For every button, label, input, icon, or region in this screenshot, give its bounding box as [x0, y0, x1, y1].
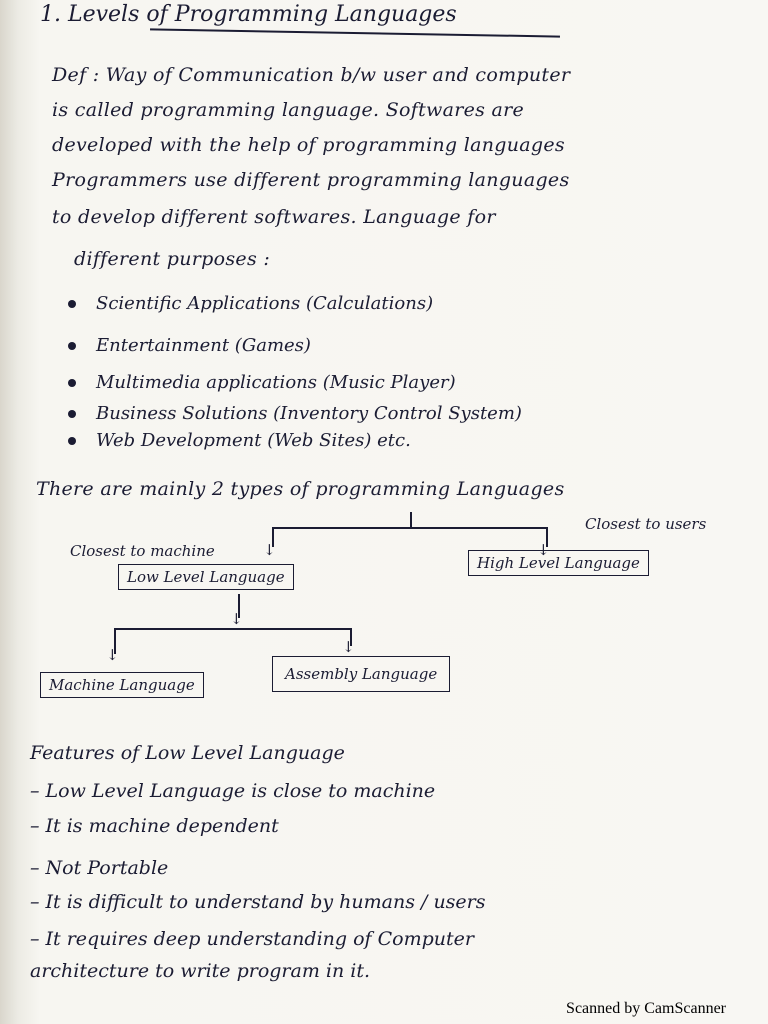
- feature-item: – It requires deep understanding of Computer: [30, 928, 474, 950]
- arrow-down-icon: ↓: [537, 541, 550, 559]
- tree-connector: [114, 628, 352, 630]
- purpose-item: Entertainment (Games): [68, 335, 311, 356]
- purpose-item: Scientific Applications (Calculations): [68, 293, 433, 314]
- feature-item-continuation: architecture to write program in it.: [30, 960, 370, 982]
- definition-line-4: Programmers use different programming languages: [52, 169, 570, 191]
- bullet-icon: [68, 300, 76, 308]
- feature-item: – It is machine dependent: [30, 815, 279, 837]
- purpose-item: Business Solutions (Inventory Control System): [68, 403, 522, 424]
- features-heading: Features of Low Level Language: [30, 742, 345, 764]
- arrow-down-icon: ↓: [106, 646, 119, 664]
- high-level-language-box: High Level Language: [468, 550, 649, 576]
- arrow-down-icon: ↓: [263, 541, 276, 559]
- closest-machine-label: Closest to machine: [70, 542, 215, 560]
- definition-line-3: developed with the help of programming languages: [52, 134, 565, 156]
- machine-language-box: Machine Language: [40, 672, 204, 698]
- feature-item: – Low Level Language is close to machine: [30, 780, 436, 802]
- tree-connector: [410, 512, 412, 528]
- definition-line-1: Def : Way of Communication b/w user and computer: [52, 64, 571, 86]
- scanner-watermark: Scanned by CamScanner: [566, 1000, 726, 1017]
- definition-line-2: is called programming language. Softwares are: [52, 99, 525, 121]
- purpose-item: Web Development (Web Sites) etc.: [68, 430, 411, 451]
- assembly-language-box: Assembly Language: [272, 656, 450, 692]
- closest-users-label: Closest to users: [585, 515, 707, 533]
- title-underline: [150, 28, 560, 37]
- feature-item: – Not Portable: [30, 857, 169, 879]
- bullet-icon: [68, 379, 76, 387]
- arrow-down-icon: ↓: [342, 638, 355, 656]
- feature-item: – It is difficult to understand by humans / users: [30, 891, 486, 913]
- arrow-down-icon: ↓: [230, 610, 243, 628]
- bullet-icon: [68, 410, 76, 418]
- purpose-item: Multimedia applications (Music Player): [68, 372, 456, 393]
- low-level-language-box: Low Level Language: [118, 564, 294, 590]
- definition-line-6: different purposes :: [74, 248, 271, 270]
- bullet-icon: [68, 437, 76, 445]
- tree-connector: [272, 527, 548, 529]
- types-intro: There are mainly 2 types of programming Languages: [36, 478, 565, 500]
- page-title: 1. Levels of Programming Languages: [40, 2, 457, 27]
- bullet-icon: [68, 342, 76, 350]
- definition-line-5: to develop different softwares. Language for: [52, 206, 496, 228]
